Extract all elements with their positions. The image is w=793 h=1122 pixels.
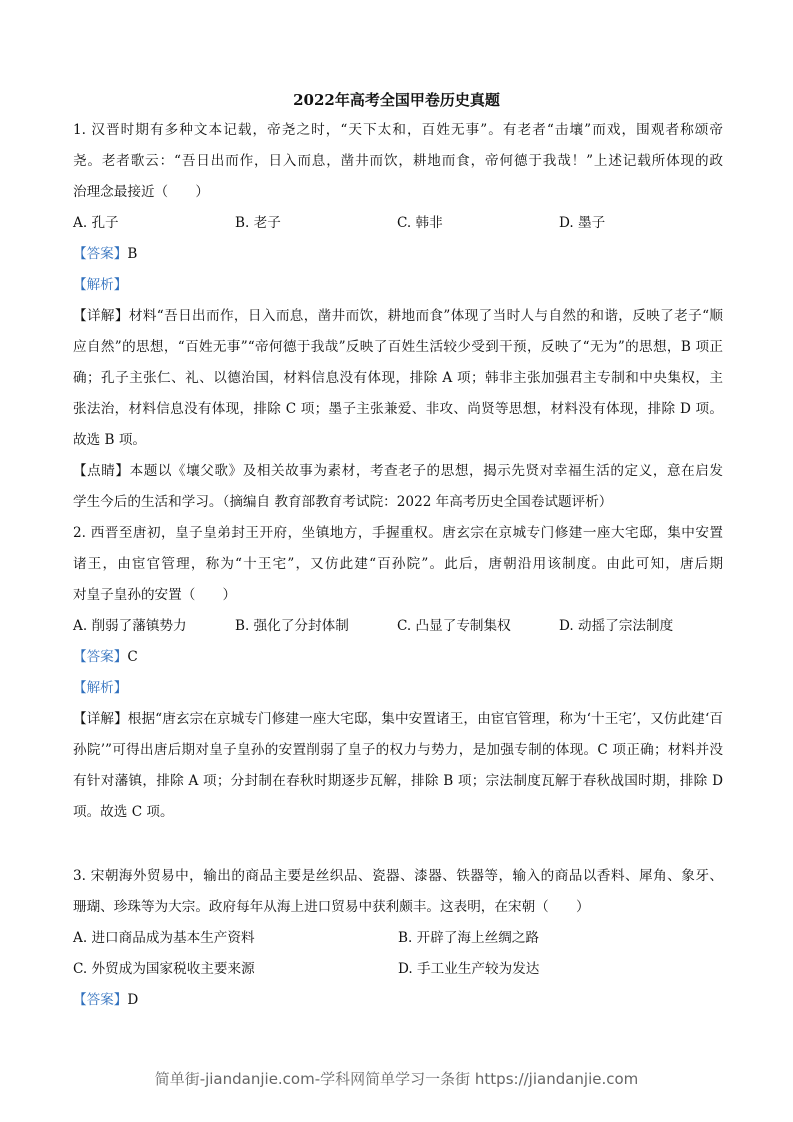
document-body — [73, 115, 723, 1016]
question-1 — [73, 115, 723, 518]
detail-text: 应自然”的思想，“百姓无事”“帝何德于我哉”反映了百姓生活较少受到干预，反映了“无为”的思想，B 项正 — [73, 339, 723, 355]
comment-text: 学生今后的生活和学习。（摘编自 教育部教育考试院：2022 年高考历史全国卷试题评析） — [73, 494, 613, 510]
options — [73, 923, 723, 954]
answer-label: 【答案】 — [73, 992, 128, 1008]
detail-text: 确；孔子主张仁、礼、以德治国，材料信息没有体现，排除 A 项；韩非主张加强君主专制和中央集权，主 — [73, 370, 723, 386]
detail-text: 故选 B 项。 — [73, 432, 147, 448]
question-text: 2. 西晋至唐初，皇子皇弟封王开府，坐镇地方，手握重权。唐玄宗在京城专门修建一座大宅邸，集中安置 — [73, 525, 723, 541]
question-text: 诸王，由宦官管理，称为“十王宅”，又仿此建“百孙院”。此后，唐朝沿用该制度。由此可知，唐后期 — [73, 556, 723, 572]
question-text: 尧。老者歌云：“吾日出而作，日入而息，凿井而饮，耕地而食，帝何德于我哉！”上述记载所体现的政 — [73, 153, 723, 169]
option-c: C. 凸显了专制集权 — [397, 618, 511, 634]
answer — [73, 985, 723, 1016]
footer-watermark: 简单街-jiandanjie.com-学科网简单学习一条街 https://jiandanjie.com — [154, 1070, 639, 1088]
answer-value: D — [127, 992, 139, 1008]
question-text: 3. 宋朝海外贸易中，输出的商品主要是丝织品、瓷器、漆器、铁器等，输入的商品以香料、犀角、象牙、 — [73, 868, 723, 884]
analysis-label: 【解析】 — [73, 277, 128, 293]
option-b: B. 开辟了海上丝绸之路 — [398, 930, 539, 946]
option-d: D. 墨子 — [559, 215, 606, 231]
answer — [73, 642, 723, 673]
option-d: D. 手工业生产较为发达 — [398, 961, 540, 977]
option-c: C. 外贸成为国家税收主要来源 — [73, 961, 255, 977]
question-text: 治理念最接近（ ） — [73, 184, 209, 200]
options — [73, 208, 723, 239]
answer-value: C — [127, 649, 138, 665]
detail-text: 项。故选 C 项。 — [73, 804, 174, 820]
document-title: 2022年高考全国甲卷历史真题 — [293, 91, 500, 109]
detail-text: 张法治，材料信息没有体现，排除 C 项；墨子主张兼爱、非攻、尚贤等思想，材料没有体现，排除 D 项。 — [73, 401, 723, 417]
answer-label: 【答案】 — [73, 649, 128, 665]
detail-text: 【详解】材料“吾日出而作，日入而息，凿井而饮，耕地而食”体现了当时人与自然的和谐，反映了老子“顺 — [73, 308, 723, 324]
answer-value: B — [127, 246, 138, 262]
option-d: D. 动摇了宗法制度 — [559, 618, 674, 634]
detail-text: 孙院’”可得出唐后期对皇子皇孙的安置削弱了皇子的权力与势力，是加强专制的体现。C 项正确；材料并没 — [73, 742, 723, 758]
analysis-label: 【解析】 — [73, 680, 128, 696]
question-3 — [73, 861, 723, 1016]
option-b: B. 强化了分封体制 — [235, 618, 349, 634]
answer-label: 【答案】 — [73, 246, 128, 262]
option-c: C. 韩非 — [397, 215, 443, 231]
option-a: A. 孔子 — [73, 215, 119, 231]
comment-text: 【点睛】本题以《壤父歌》及相关故事为素材，考查老子的思想，揭示先贤对幸福生活的定义，意在启发 — [73, 463, 723, 479]
options — [73, 611, 723, 642]
answer — [73, 239, 723, 270]
option-a: A. 削弱了藩镇势力 — [73, 618, 187, 634]
detail-text: 有针对藩镇，排除 A 项；分封制在春秋时期逐步瓦解，排除 B 项；宗法制度瓦解于春秋战国时期，排除 D — [73, 773, 723, 789]
question-text: 珊瑚、珍珠等为大宗。政府每年从海上进口贸易中获利颇丰。这表明，在宋朝（ ） — [73, 899, 590, 915]
detail-text: 【详解】根据“唐玄宗在京城专门修建一座大宅邸，集中安置诸王，由宦官管理，称为‘十王宅’，又仿此建‘百 — [73, 711, 723, 727]
question-text: 1. 汉晋时期有多种文本记载，帝尧之时，“天下太和，百姓无事”。有老者“击壤”而戏，围观者称颂帝 — [73, 122, 723, 138]
option-b: B. 老子 — [235, 215, 281, 231]
option-a: A. 进口商品成为基本生产资料 — [73, 930, 255, 946]
question-2 — [73, 518, 723, 828]
question-text: 对皇子皇孙的安置（ ） — [73, 587, 237, 603]
options — [73, 954, 723, 985]
